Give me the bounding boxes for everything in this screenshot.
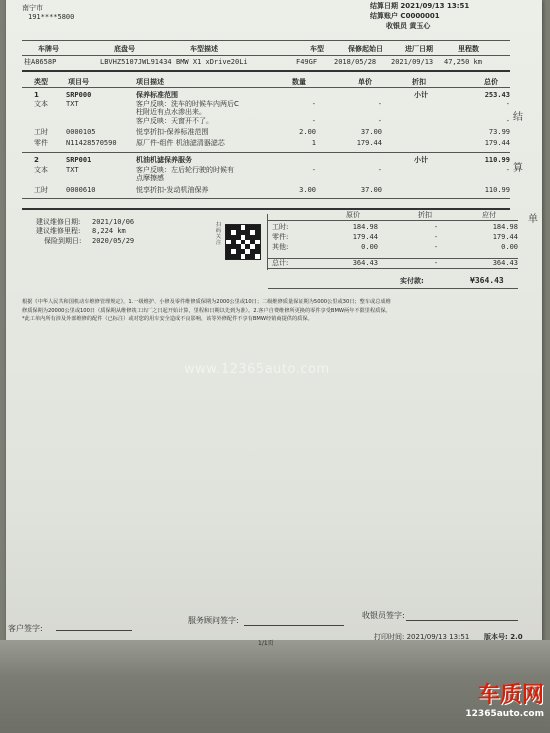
version: 版本号: 2.0 (484, 633, 523, 641)
divider (22, 198, 510, 199)
note-line-2: 修质保期为20000公里或100日（质保期从维修竣工出厂之日起开始计算，里程和日期以先到为准）。2.客户自费维修所更换的零件享受BMW两年不限里程质保。 (22, 308, 391, 314)
advisor-signature-label: 服务顾问签字: (188, 616, 239, 625)
settle-date: 结算日期 2021/09/13 13:51 (370, 2, 470, 10)
row-unit: 179.44 (356, 139, 382, 147)
advisor-signature-line[interactable] (244, 625, 344, 626)
row-code: SRP000 (66, 91, 92, 99)
items-header-cell: 项目号 (68, 78, 89, 86)
divider (22, 208, 510, 210)
invoice-paper (6, 0, 542, 672)
row-code: 0000105 (66, 128, 96, 136)
row-desc: 机油机滤保养服务 (136, 156, 192, 164)
qr-caption: 扫码关注 (216, 222, 222, 246)
logo (465, 678, 544, 719)
items-header-cell: 项目描述 (136, 78, 164, 86)
summary-label: 其他: (272, 243, 289, 251)
customer-signature-label: 客户签字: (8, 624, 43, 633)
next-date: 2021/10/06 (92, 218, 135, 226)
summary-label: 工时: (272, 223, 289, 231)
vehicle-value-cell: 2018/05/28 (334, 58, 377, 66)
vehicle-value-cell: 2021/09/13 (391, 58, 434, 66)
cashier-signature-label: 收银员签字: (362, 611, 405, 620)
row-total: 253.43 (484, 91, 510, 99)
summary-header-orig: 原价 (346, 211, 360, 219)
row-code: 0000610 (66, 186, 96, 194)
summary-label: 总计: (272, 259, 289, 267)
items-header-cell: 数量 (292, 78, 306, 86)
row-code: SRP001 (66, 156, 92, 164)
row-type: 文本 (34, 166, 48, 174)
row-code: N11428570590 (66, 139, 117, 147)
logo-url: 12365auto.com (465, 709, 544, 719)
row-desc: 客户反映：洗车的时候车内两后C (136, 100, 239, 108)
vehicle-header-cell: 进厂日期 (405, 45, 433, 53)
summary-discount: - (434, 259, 439, 267)
phone: 191****5800 (28, 13, 75, 21)
row-type: 零件 (34, 139, 48, 147)
warranty-label: 保险到期日: (44, 237, 82, 245)
logo-main: 车质网 (477, 683, 544, 708)
row-code: TXT (66, 100, 79, 108)
row-total: 110.99 (484, 156, 510, 164)
row-total: - (505, 100, 510, 108)
cashier-signature-line[interactable] (406, 620, 518, 621)
items-header-cell: 折扣 (412, 78, 426, 86)
summary-pay: 364.43 (492, 259, 518, 267)
divider (268, 268, 518, 269)
summary-label: 零件: (272, 233, 289, 241)
summary-header-disc: 折扣 (418, 211, 432, 219)
row-desc: 原厂件-组件 机油滤清器滤芯 (136, 139, 225, 147)
next-mileage: 8,224 km (92, 227, 126, 235)
row-qty: - (311, 100, 316, 108)
row-desc: 悦享折扣-发动机油保养 (136, 186, 209, 194)
side-char-2: 算 (513, 163, 523, 174)
paid-label: 实付款: (400, 277, 424, 285)
vehicle-value-cell: F49GF (296, 58, 318, 66)
city: 南宁市 (22, 4, 43, 12)
divider (268, 220, 518, 221)
divider (22, 152, 510, 153)
divider (267, 214, 268, 270)
row-qty: 3.00 (299, 186, 316, 194)
row-type: 工时 (34, 186, 48, 194)
row-qty: 2.00 (299, 128, 316, 136)
summary-header-pay: 应付 (482, 211, 496, 219)
print-time: 打印时间: 2021/09/13 13:51 (374, 633, 470, 641)
paid-value: ¥364.43 (470, 276, 504, 285)
summary-orig: 179.44 (352, 233, 378, 241)
summary-orig: 364.43 (352, 259, 378, 267)
row-total: 179.44 (484, 139, 510, 147)
row-type: 文本 (34, 100, 48, 108)
watermark: www.12365auto.com (184, 362, 330, 377)
side-char-3: 单 (528, 214, 538, 225)
divider (268, 288, 518, 289)
vehicle-header-cell: 里程数 (458, 45, 479, 53)
warranty-date: 2020/05/29 (92, 237, 135, 245)
row-type: 1 (34, 91, 39, 99)
row-type: 2 (34, 156, 39, 164)
summary-discount: - (434, 243, 439, 251)
vehicle-value-cell: 桂A8658P (24, 58, 57, 66)
items-header-cell: 类型 (34, 78, 48, 86)
row-type: 工时 (34, 128, 48, 136)
row-unit: - (377, 117, 382, 125)
row-discount: 小计 (414, 156, 428, 164)
row-desc: 悦享折扣-保养标准范围 (136, 128, 209, 136)
row-unit: 37.00 (360, 186, 382, 194)
row-unit: 37.00 (360, 128, 382, 136)
row-total: - (505, 166, 510, 174)
vehicle-header-cell: 车牌号 (38, 45, 59, 53)
next-date-label: 建议维修日期: (36, 218, 81, 226)
row-unit: - (377, 100, 382, 108)
qr-code[interactable] (225, 224, 261, 260)
divider (22, 87, 510, 88)
divider (22, 70, 510, 72)
row-total: 73.99 (488, 128, 510, 136)
settle-account: 结算账户 C0000001 (370, 12, 440, 20)
summary-orig: 184.98 (352, 223, 378, 231)
vehicle-header-cell: 保修起始日 (348, 45, 383, 53)
items-header-cell: 总价 (484, 78, 498, 86)
summary-discount: - (434, 233, 439, 241)
cashier-name: 收银员 黄玉心 (386, 22, 431, 30)
summary-orig: 0.00 (361, 243, 378, 251)
qr-module (255, 254, 260, 259)
row-unit: - (377, 166, 382, 174)
vehicle-value-cell: 47,250 km (444, 58, 482, 66)
row-discount: 小计 (414, 91, 428, 99)
summary-pay: 0.00 (501, 243, 518, 251)
row-desc: 客户反映：天窗开不了。 (136, 117, 213, 125)
row-desc: 客户反映：左后轮行驶的时候有 (136, 166, 234, 174)
row-desc: 保养标准范围 (136, 91, 178, 99)
row-desc: 柱附近有点水渗出来。 (136, 108, 206, 116)
row-qty: - (311, 166, 316, 174)
vehicle-header-cell: 车型描述 (190, 45, 218, 53)
summary-pay: 179.44 (492, 233, 518, 241)
row-qty: 1 (311, 139, 316, 147)
row-desc: 点摩擦感 (136, 174, 164, 182)
vehicle-value-cell: LBVHZ5107JWL91434 (100, 58, 172, 66)
row-code: TXT (66, 166, 79, 174)
customer-signature-line[interactable] (56, 630, 132, 631)
note-line-1: 根据《中华人民共和国机动车维修管理规定》，1.一级维护、小修及零件维修质保期为2000公里或10日；二级维修质量保证期为5000公里或30日；整车或总成维 (22, 299, 391, 305)
items-header-cell: 单价 (358, 78, 372, 86)
row-total: - (505, 117, 510, 125)
next-mileage-label: 建议维修里程: (36, 227, 81, 235)
vehicle-value-cell: BMW X1 xDrive20Li (176, 58, 248, 66)
row-qty: - (311, 117, 316, 125)
side-char-1: 结 (513, 112, 523, 123)
summary-discount: - (434, 223, 439, 231)
page-number: 1/1页 (258, 640, 274, 647)
divider (22, 55, 510, 56)
vehicle-header-cell: 底盘号 (114, 45, 135, 53)
summary-pay: 184.98 (492, 223, 518, 231)
vehicle-header-cell: 车型 (310, 45, 324, 53)
divider (22, 40, 510, 41)
note-line-3: *此工单内所有涉及外部维修的配件（已标注）或对您的用车安全造成不良影响，该等外修配件不享有BMW经销商提供的质保。 (22, 316, 313, 322)
row-total: 110.99 (484, 186, 510, 194)
